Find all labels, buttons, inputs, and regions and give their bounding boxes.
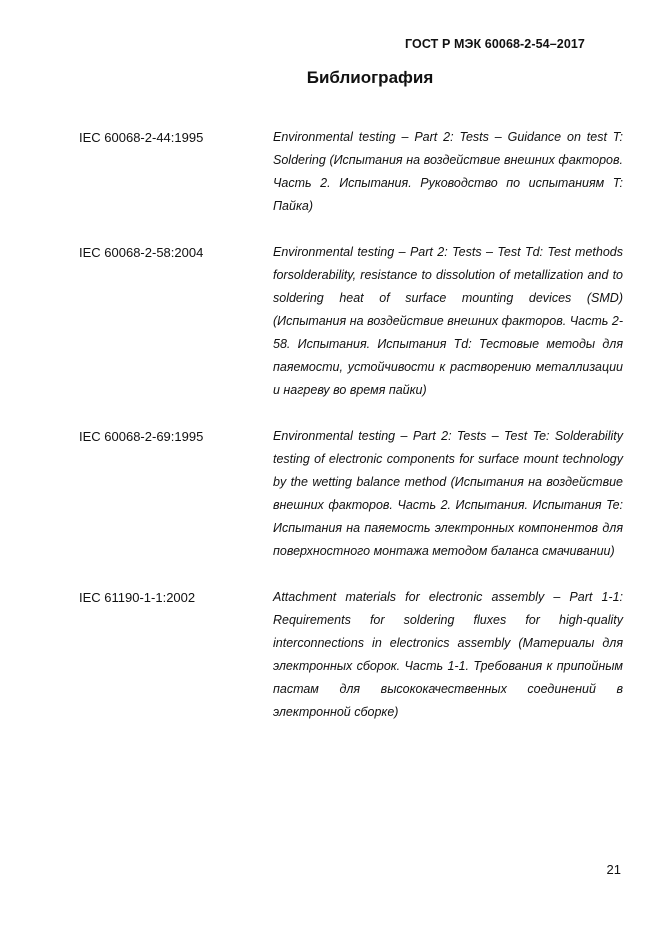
standard-number: IEC 60068-2-58:2004	[79, 245, 204, 260]
standard-description: Environmental testing – Part 2: Tests – Test Td: Test methods forsolderability, resistance to dissolution of metallization and to soldering heat of surface mounting devices (SMD) (Испытания на воздействие внешних факторов. Часть 2-58. Испытания. Испытания Тd: Тестовые методы для паяемости, устойчивости к растворению металлизации и нагреву во время пайки)	[273, 245, 623, 397]
bibliography-entry	[79, 586, 623, 724]
bibliography-entry	[79, 425, 623, 563]
page-title: Библиография	[306, 68, 434, 87]
standard-number: IEC 60068-2-69:1995	[79, 429, 204, 444]
bibliography-entry	[79, 126, 623, 218]
standard-number: IEC 60068-2-44:1995	[79, 130, 204, 145]
document-code: ГОСТ Р МЭК 60068-2-54–2017	[405, 37, 585, 51]
standard-description: Environmental testing – Part 2: Tests – Test Te: Solderability testing of electronic components for surface mount technology by the wetting balance method (Испытания на воздействие внешних факторов. Часть 2. Испытания. Испытания Te: Испытания на паяемость электронных компонентов для поверхностного монтажа методом баланса смачивании)	[273, 429, 623, 558]
standard-description: Attachment materials for electronic assembly – Part 1-1: Requirements for soldering fluxes for high-quality interconnections in electronics assembly (Материалы для электронных сборок. Часть 1-1. Требования к припойным пастам для высококачественных соединений в электронной сборке)	[273, 590, 623, 719]
standard-number: IEC 61190-1-1:2002	[79, 590, 196, 605]
bibliography-list	[79, 126, 623, 747]
standard-description: Environmental testing – Part 2: Tests – Guidance on test T: Soldering (Испытания на воздействие внешних факторов. Часть 2. Испытания. Руководство по испытаниям T: Пайка)	[273, 130, 623, 213]
bibliography-entry	[79, 241, 623, 402]
page-number: 21	[606, 862, 621, 877]
